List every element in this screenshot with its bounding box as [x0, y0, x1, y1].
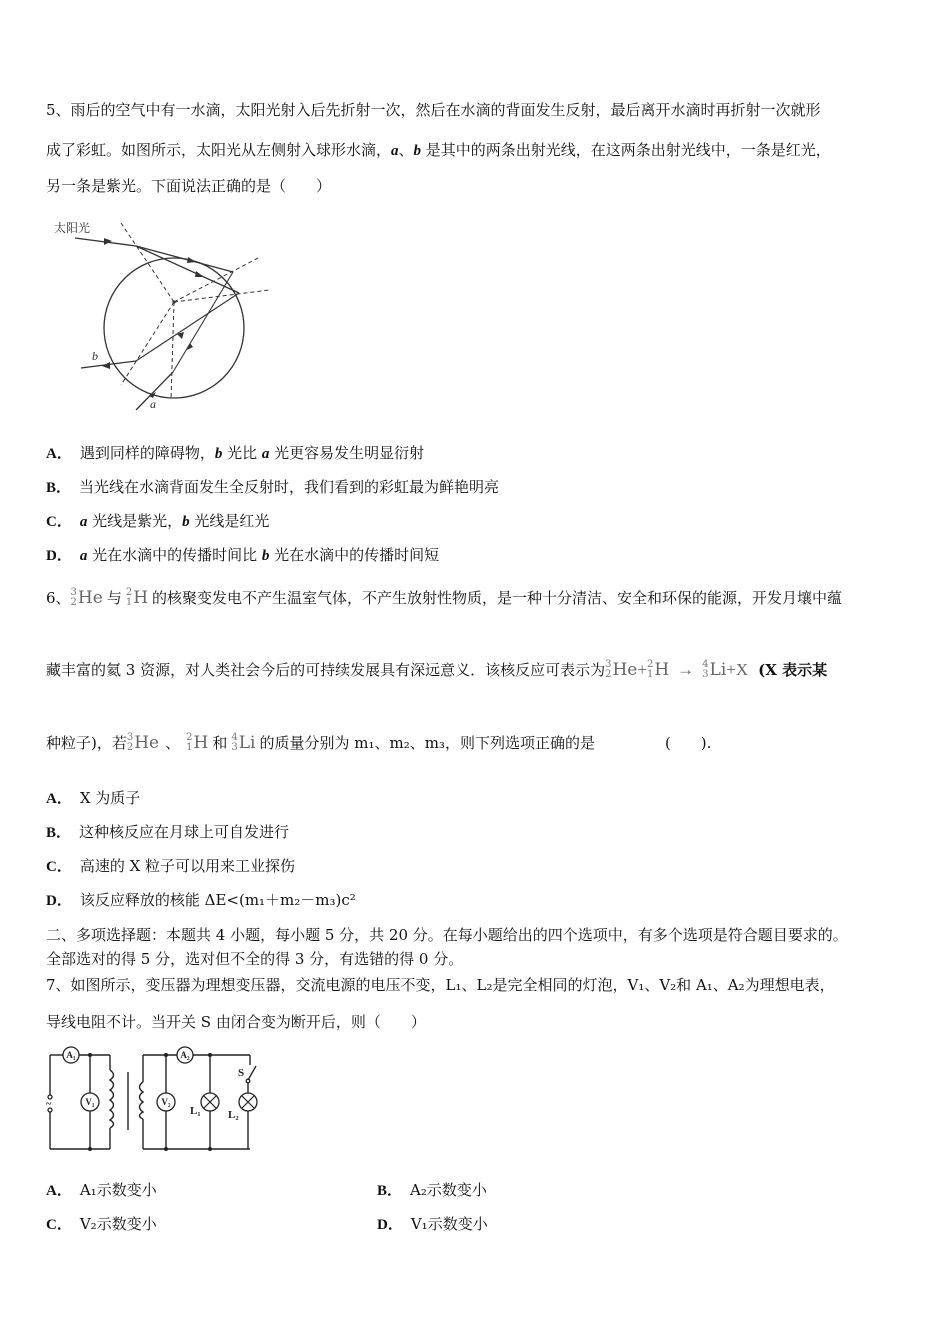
option-text: V₁示数变小: [410, 1215, 488, 1233]
q5-option-a[interactable]: [46, 443, 424, 464]
conjunction: 和: [212, 734, 228, 752]
option-label: B．: [46, 480, 72, 496]
q6-stem-line-1: [46, 588, 842, 608]
ac-source-icon: ~: [46, 1099, 52, 1110]
nuclide-he3: 3 2 He: [126, 732, 160, 753]
option-text: A₂示数变小: [410, 1181, 487, 1199]
option-label: D．: [46, 893, 72, 909]
v1-label: V₁: [85, 1097, 95, 1107]
option-text: 遇到同样的障碍物，: [79, 444, 215, 462]
option-text: A₁示数变小: [79, 1181, 157, 1199]
q6-option-b[interactable]: [46, 822, 289, 843]
option-text: 高速的 X 粒子可以用来工业探伤: [79, 857, 296, 875]
option-text: 光在水滴中的传播时间短: [269, 546, 440, 564]
ray-a-label: a: [150, 397, 156, 411]
q7-option-d[interactable]: [377, 1214, 488, 1235]
nuclide-li4: 4 3 Li: [231, 732, 256, 753]
q6-option-c[interactable]: [46, 856, 295, 877]
section-2-scoring: 全部选对的得 5 分，选对但不全的得 3 分，有选错的得 0 分。: [46, 950, 464, 968]
q7-option-b[interactable]: [377, 1180, 487, 1201]
separator: 、: [165, 734, 181, 752]
var-a: a: [79, 514, 88, 530]
option-label: A．: [46, 446, 72, 462]
var-b: b: [214, 446, 223, 462]
switch-s-label: S: [238, 1067, 245, 1079]
transformer-circuit-figure: [40, 1040, 280, 1160]
q6-option-a[interactable]: [46, 788, 140, 809]
ray-b-label: b: [92, 349, 98, 363]
option-label: A．: [46, 791, 72, 807]
q7-stem-line-1: 7、如图所示，变压器为理想变压器，交流电源的电压不变，L₁、L₂是完全相同的灯泡，V₁、V₂和 A₁、A₂为理想电表，: [46, 976, 835, 994]
l1-label: L₁: [190, 1105, 201, 1117]
var-a: a: [261, 446, 270, 462]
q5-stem-text: 成了彩虹。如图所示，太阳光从左侧射入球形水滴，: [46, 141, 392, 159]
option-label: C．: [46, 514, 72, 530]
q5-stem-line-1: 5、雨后的空气中有一水滴，太阳光射入后先折射一次，然后在水滴的背面发生反射，最后离开水滴时再折射一次就形: [46, 101, 821, 119]
conjunction: 与: [106, 589, 122, 607]
q5-stem-line-3: 另一条是紫光。下面说法正确的是（ ）: [46, 177, 332, 195]
v2-label: V₂: [161, 1097, 171, 1107]
equation-h2: 2 1 H: [646, 659, 670, 680]
q6-option-d[interactable]: [46, 890, 356, 911]
option-label: C．: [46, 859, 72, 875]
option-text: X 为质子: [79, 789, 141, 807]
q5-stem-rest: 是其中的两条出射光线，在这两条出射光线中，一条是红光，: [421, 141, 831, 159]
a1-label: A₁: [66, 1050, 76, 1060]
var-b: b: [182, 514, 190, 530]
equation-he3: 3 2 He: [605, 659, 638, 680]
nuclide-h2: 2 1 H: [186, 732, 209, 753]
a2-label: A₂: [180, 1050, 190, 1060]
option-text: 光线是红光: [189, 512, 270, 530]
nuclide-he3: 3 2 He: [70, 587, 103, 608]
q5-var-a: a: [391, 143, 399, 159]
answer-blank: ( ).: [664, 734, 712, 752]
q7-stem-line-2: 导线电阻不计。当开关 S 由闭合变为断开后，则（ ）: [46, 1013, 426, 1031]
option-text: 这种核反应在月球上可自发进行: [79, 823, 290, 841]
option-label: B．: [377, 1183, 403, 1199]
option-text: 光在水滴中的传播时间比: [87, 546, 262, 564]
q6-stem-line-3: [46, 733, 711, 753]
q5-option-d[interactable]: [46, 545, 439, 566]
raindrop-refraction-figure: [40, 210, 290, 420]
q5-sep: 、: [398, 141, 414, 159]
option-text: 光线是紫光，: [87, 512, 183, 530]
q6-stem-line-2: [46, 660, 827, 680]
option-text: 光更容易发生明显衍射: [269, 444, 425, 462]
option-label: D．: [46, 548, 72, 564]
option-text: 该反应释放的核能 ΔE<(m₁＋m₂－m₃)c²: [79, 891, 356, 909]
option-label: A．: [46, 1183, 72, 1199]
equation-x: +X: [726, 660, 749, 679]
q5-stem-line-2: [46, 140, 831, 161]
q6-stem-text: (X 表示某: [758, 661, 828, 679]
var-b: b: [261, 548, 270, 564]
option-text: 光比: [222, 444, 262, 462]
arrow-icon: →: [677, 660, 695, 679]
option-label: C．: [46, 1217, 72, 1233]
q6-stem-text: 的质量分别为 m₁、m₂、m₃，则下列选项正确的是: [259, 734, 595, 752]
q7-option-c[interactable]: [46, 1214, 157, 1235]
equation-li4: 4 3 Li: [702, 659, 727, 680]
option-text: V₂示数变小: [79, 1215, 157, 1233]
sunlight-label: 太阳光: [54, 221, 91, 235]
q6-stem-text: 藏丰富的氦 3 资源，对人类社会今后的可持续发展具有深远意义．该核反应可表示为: [46, 661, 606, 679]
nuclide-h2: 2 1 H: [125, 587, 149, 608]
option-text: 当光线在水滴背面发生全反射时，我们看到的彩虹最为鲜艳明亮: [79, 478, 500, 496]
var-a: a: [79, 548, 88, 564]
q5-option-b[interactable]: [46, 477, 499, 498]
option-label: B．: [46, 825, 72, 841]
q6-stem-text: 种粒子)，若: [46, 734, 127, 752]
q7-option-a[interactable]: [46, 1180, 157, 1201]
question-number: 6、: [46, 589, 71, 607]
section-2-heading: 二、多项选择题：本题共 4 小题，每小题 5 分，共 20 分。在每小题给出的四个选项中，有多个选项是符合题目要求的。: [46, 926, 848, 944]
l2-label: L₂: [228, 1109, 239, 1121]
q5-option-c[interactable]: [46, 511, 269, 532]
q6-stem-text: 的核聚变发电不产生温室气体，不产生放射性物质，是一种十分清洁、安全和环保的能源，开发月壤中蕴: [152, 589, 843, 607]
option-label: D．: [377, 1217, 403, 1233]
equation-plus: +: [637, 660, 647, 679]
q5-var-b: b: [413, 143, 422, 159]
